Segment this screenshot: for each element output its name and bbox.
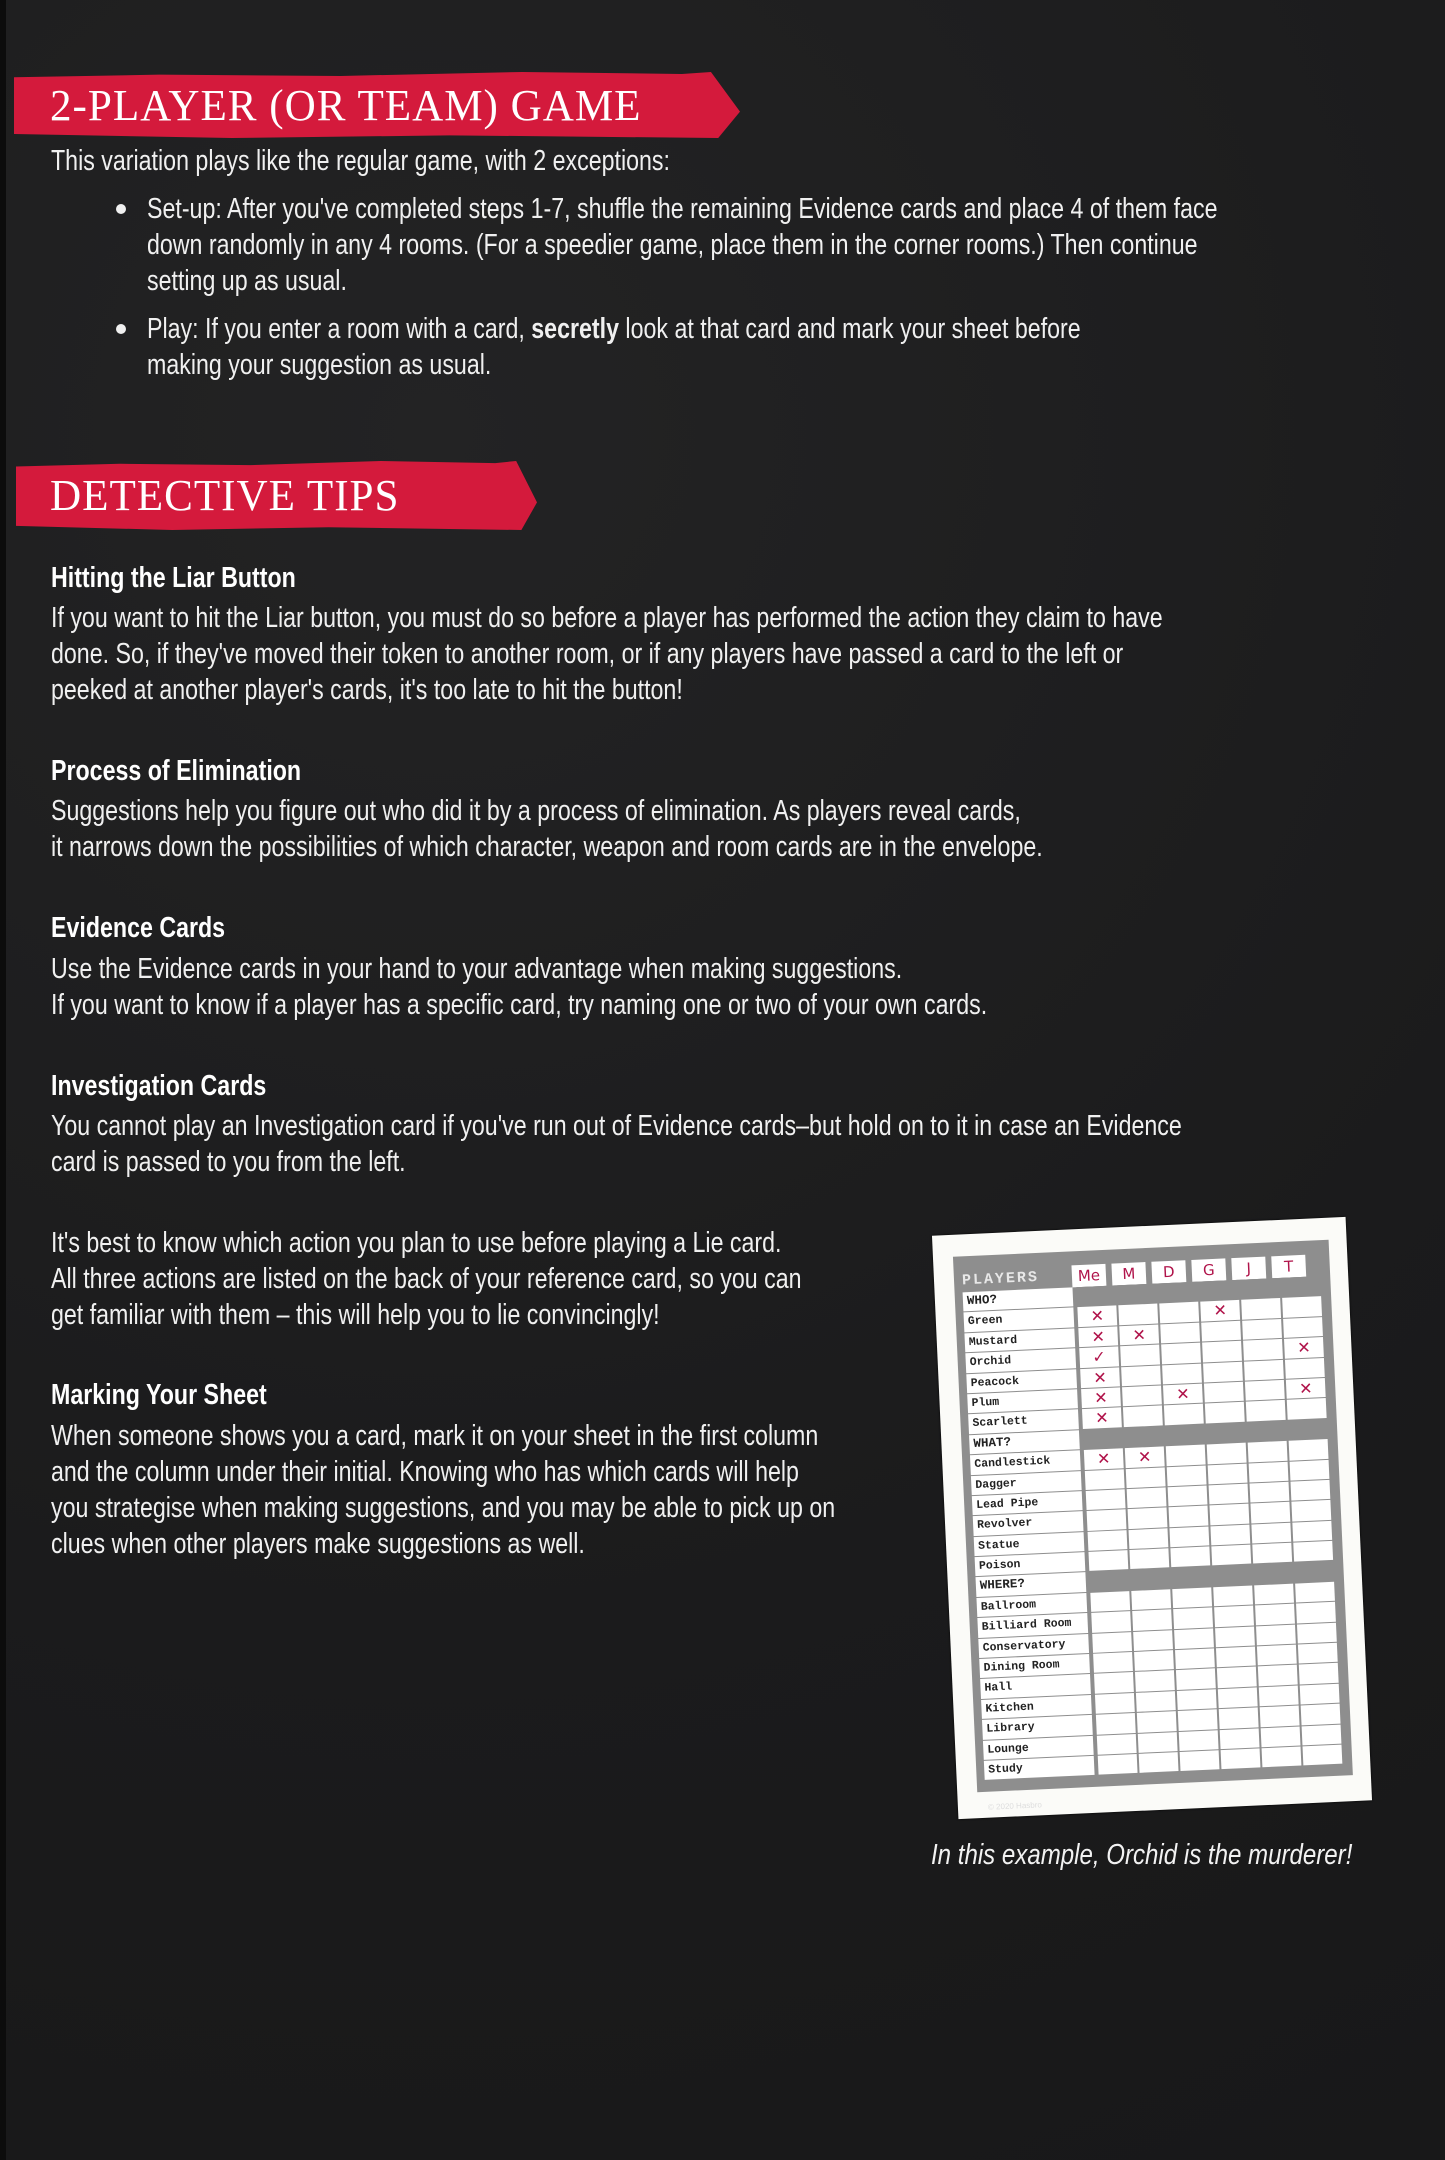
bullet-line: down randomly in any 4 rooms. (For a speedier game, place them in the corner rooms.) Then continue [147,229,1198,261]
mark-cell [1259,1685,1299,1706]
row-label: Dining Room [979,1654,1090,1678]
mark-cell [1088,1550,1128,1571]
cell [1288,1419,1328,1440]
tip-paragraph [51,1418,835,1562]
emphasis-text: secretly [531,313,619,345]
mark-cell [1170,1547,1210,1568]
mark-cell [1292,1521,1332,1542]
tip-heading: Investigation Cards [51,1070,267,1102]
sheet-grid [961,1246,1344,1781]
bullet-setup [147,191,1218,299]
mark-cell [1250,1502,1290,1523]
mark-cell [1173,1608,1213,1629]
mark-cell [1302,1724,1342,1745]
mark-cell: ✕ [1119,1324,1159,1345]
mark-cell [1249,1461,1289,1482]
mark-cell [1161,1343,1201,1364]
mark-cell [1283,1317,1323,1338]
mark-cell [1134,1650,1174,1671]
cell [1171,1567,1211,1588]
mark-cell [1172,1587,1212,1608]
mark-cell [1175,1648,1215,1669]
bullet-play [147,311,1081,383]
mark-cell [1257,1645,1297,1666]
mark-cell [1139,1752,1179,1773]
mark-cell: ✕ [1286,1378,1326,1399]
mark-cell [1285,1358,1325,1379]
mark-cell [1218,1687,1258,1708]
mark-cell [1174,1628,1214,1649]
section-title-detective-tips: DETECTIVE TIPS [50,471,400,520]
player-initial: Me [1071,1264,1106,1288]
mark-cell [1245,1380,1285,1401]
tip-line: clues when other players make suggestions as well. [51,1528,585,1560]
mark-cell [1255,1604,1295,1625]
row-label: Plum [967,1389,1078,1413]
mark-cell [1091,1611,1131,1632]
mark-cell [1179,1730,1219,1751]
row-label: Study [984,1756,1095,1780]
mark-cell [1290,1459,1330,1480]
row-label: Statue [974,1532,1085,1556]
cell [1130,1569,1170,1590]
tip-line: it narrows down the possibilities of which character, weapon and room cards are in the envelope. [51,831,1043,863]
row-label: Scarlett [968,1410,1079,1434]
row-label: Library [982,1715,1093,1739]
mark-cell [1260,1706,1300,1727]
mark-cell [1241,1298,1281,1319]
mark-cell [1137,1711,1177,1732]
intro-text: This variation plays like the regular game, with 2 exceptions: [51,145,670,177]
bullet-icon [116,204,126,214]
mark-cell: ✕ [1078,1326,1118,1347]
row-label: Conservatory [978,1634,1089,1658]
mark-cell [1201,1321,1241,1342]
tip-line: If you want to know if a player has a specific card, try naming one or two of your own cards. [51,989,988,1021]
row-label: Hall [980,1674,1091,1698]
cell [1247,1421,1287,1442]
section-heading: WHAT? [969,1430,1080,1454]
tip-paragraph [51,1108,1182,1180]
mark-cell [1289,1439,1329,1460]
cell [1281,1276,1321,1297]
mark-cell [1120,1345,1160,1366]
cell [1117,1284,1157,1305]
row-label: Mustard [964,1328,1075,1352]
row-label: Poison [975,1552,1086,1576]
mark-cell [1217,1667,1257,1688]
cell [1076,1285,1116,1306]
mark-cell [1242,1319,1282,1340]
row-label: Peacock [966,1369,1077,1393]
mark-cell: ✕ [1080,1367,1120,1388]
mark-cell [1169,1526,1209,1547]
mark-cell [1221,1748,1261,1769]
mark-cell [1251,1522,1291,1543]
sheet-frame [953,1240,1353,1812]
bullet-line: Set-up: After you've completed steps 1-7, shuffle the remaining Evidence cards and place 4 of them face [147,193,1218,225]
cell [1212,1565,1252,1586]
player-initial: D [1151,1260,1186,1284]
mark-cell [1164,1404,1204,1425]
mark-cell [1298,1643,1338,1664]
cell [1124,1426,1164,1447]
mark-cell [1208,1463,1248,1484]
mark-cell [1090,1591,1130,1612]
tip-heading: Process of Elimination [51,755,302,787]
tip-line: peeked at another player's cards, it's too late to hit the button! [51,674,683,706]
tip-line: It's best to know which action you plan to use before playing a Lie card. [51,1227,782,1259]
mark-cell [1136,1691,1176,1712]
mark-cell [1178,1709,1218,1730]
mark-cell [1262,1746,1302,1767]
tip-heading: Evidence Cards [51,912,226,944]
mark-cell [1162,1363,1202,1384]
player-initial: G [1191,1258,1226,1282]
mark-cell [1121,1365,1161,1386]
tip-line: When someone shows you a card, mark it on your sheet in the first column [51,1420,819,1452]
mark-cell [1133,1630,1173,1651]
bullet-line: making your suggestion as usual. [147,349,492,381]
mark-cell [1258,1665,1298,1686]
mark-cell [1123,1406,1163,1427]
mark-cell: ✕ [1284,1337,1324,1358]
player-initial: J [1231,1257,1266,1281]
tip-paragraph [51,951,987,1023]
cell [1165,1424,1205,1445]
row-label: Revolver [973,1511,1084,1535]
mark-cell [1168,1485,1208,1506]
mark-cell [1295,1582,1335,1603]
tip-line: If you want to hit the Liar button, you must do so before a player has performed the action they claim to have [51,602,1163,634]
mark-cell [1248,1441,1288,1462]
section-title-2-player: 2-PLAYER (OR TEAM) GAME [50,81,642,130]
mark-cell [1126,1467,1166,1488]
mark-cell [1250,1482,1290,1503]
mark-cell: ✕ [1125,1447,1165,1468]
row-label: Green [963,1308,1074,1332]
tip-line: get familiar with them – this will help you to lie convincingly! [51,1299,660,1331]
mark-cell [1086,1489,1126,1510]
mark-cell [1132,1609,1172,1630]
tip-line: and the column under their initial. Knowing who has which cards will help [51,1456,799,1488]
cell [1083,1428,1123,1449]
mark-cell [1213,1585,1253,1606]
bullet-line: Play: If you enter a room with a card, secretly look at that card and mark your sheet before [147,313,1081,345]
mark-cell: ✕ [1082,1408,1122,1429]
bullet-icon [116,324,126,334]
mark-cell [1128,1508,1168,1529]
mark-cell [1203,1361,1243,1382]
mark-cell [1299,1663,1339,1684]
cell [1158,1282,1198,1303]
mark-cell [1096,1713,1136,1734]
tip-line: Use the Evidence cards in your hand to your advantage when making suggestions. [51,953,903,985]
section-heading: WHERE? [976,1573,1087,1597]
mark-cell [1216,1646,1256,1667]
mark-cell [1135,1671,1175,1692]
mark-cell: ✓ [1079,1347,1119,1368]
mark-cell [1219,1708,1259,1729]
mark-cell [1261,1726,1301,1747]
mark-cell [1209,1484,1249,1505]
mark-cell [1087,1509,1127,1530]
bullet-line: setting up as usual. [147,265,347,297]
mark-cell [1296,1602,1336,1623]
mark-cell [1204,1382,1244,1403]
tip-paragraph [51,600,1163,708]
sheet-caption: In this example, Orchid is the murderer! [931,1839,1353,1871]
mark-cell [1127,1487,1167,1508]
tip-line: done. So, if they've moved their token to another room, or if any players have passed a card to the left or [51,638,1124,670]
mark-cell [1092,1632,1132,1653]
mark-cell: ✕ [1084,1448,1124,1469]
cell [1253,1563,1293,1584]
mark-cell [1252,1543,1292,1564]
tip-line: You cannot play an Investigation card if you've run out of Evidence cards–but hold on to it in case an Evidence [51,1110,1182,1142]
mark-cell [1207,1443,1247,1464]
mark-cell [1210,1524,1250,1545]
row-label: Billiard Room [977,1613,1088,1637]
mark-cell: ✕ [1200,1300,1240,1321]
mark-cell [1129,1548,1169,1569]
mark-cell [1095,1693,1135,1714]
mark-cell [1214,1606,1254,1627]
page-edge [0,0,6,2160]
cell [1294,1561,1334,1582]
mark-cell [1129,1528,1169,1549]
mark-cell [1097,1734,1137,1755]
mark-cell: ✕ [1081,1387,1121,1408]
mark-cell: ✕ [1163,1384,1203,1405]
mark-cell [1131,1589,1171,1610]
mark-cell [1138,1732,1178,1753]
mark-cell [1254,1584,1294,1605]
mark-cell [1098,1754,1138,1775]
mark-cell [1293,1541,1333,1562]
tip-line: Suggestions help you figure out who did it by a process of elimination. As players reveal cards, [51,795,1021,827]
mark-cell [1287,1398,1327,1419]
mark-cell [1166,1445,1206,1466]
mark-cell [1243,1339,1283,1360]
mark-cell [1291,1500,1331,1521]
mark-cell [1176,1669,1216,1690]
row-label: Candlestick [970,1450,1081,1474]
sheet-copyright: © 2020 Hasbro [987,1800,1043,1812]
mark-cell [1093,1652,1133,1673]
cell [1240,1278,1280,1299]
mark-cell [1180,1750,1220,1771]
tip-line: card is passed to you from the left. [51,1146,406,1178]
mark-cell [1210,1504,1250,1525]
mark-cell [1169,1506,1209,1527]
players-label: PLAYERS [961,1268,1040,1290]
cell [1199,1280,1239,1301]
row-label: Orchid [965,1348,1076,1372]
mark-cell [1122,1385,1162,1406]
mark-cell [1085,1469,1125,1490]
mark-cell [1282,1296,1322,1317]
tip-paragraph [51,1225,802,1333]
tip-paragraph [51,793,1043,865]
row-label: Dagger [971,1471,1082,1495]
mark-cell [1088,1530,1128,1551]
row-label: Lounge [983,1736,1094,1760]
mark-cell [1220,1728,1260,1749]
mark-cell [1094,1672,1134,1693]
row-label: Lead Pipe [972,1491,1083,1515]
tip-heading: Hitting the Liar Button [51,562,296,594]
cell [1089,1571,1129,1592]
mark-cell [1300,1684,1340,1705]
player-initial: M [1111,1262,1146,1286]
row-label: Kitchen [981,1695,1092,1719]
tip-line: All three actions are listed on the back of your reference card, so you can [51,1263,802,1295]
mark-cell [1297,1622,1337,1643]
mark-cell [1215,1626,1255,1647]
mark-cell [1211,1545,1251,1566]
mark-cell [1301,1704,1341,1725]
mark-cell [1290,1480,1330,1501]
mark-cell [1256,1624,1296,1645]
section-heading: WHO? [963,1287,1074,1311]
mark-cell: ✕ [1077,1306,1117,1327]
mark-cell [1303,1745,1343,1766]
row-label: Ballroom [976,1593,1087,1617]
mark-cell [1177,1689,1217,1710]
mark-cell [1244,1359,1284,1380]
detective-sheet-example [932,1217,1372,1819]
mark-cell [1202,1341,1242,1362]
mark-cell [1118,1304,1158,1325]
player-initial: T [1271,1255,1306,1279]
mark-cell [1160,1322,1200,1343]
mark-cell [1205,1402,1245,1423]
cell [1206,1422,1246,1443]
mark-cell [1246,1400,1286,1421]
mark-cell [1167,1465,1207,1486]
mark-cell [1159,1302,1199,1323]
tip-heading: Marking Your Sheet [51,1379,267,1411]
tip-line: you strategise when making suggestions, and you may be able to pick up on [51,1492,836,1524]
